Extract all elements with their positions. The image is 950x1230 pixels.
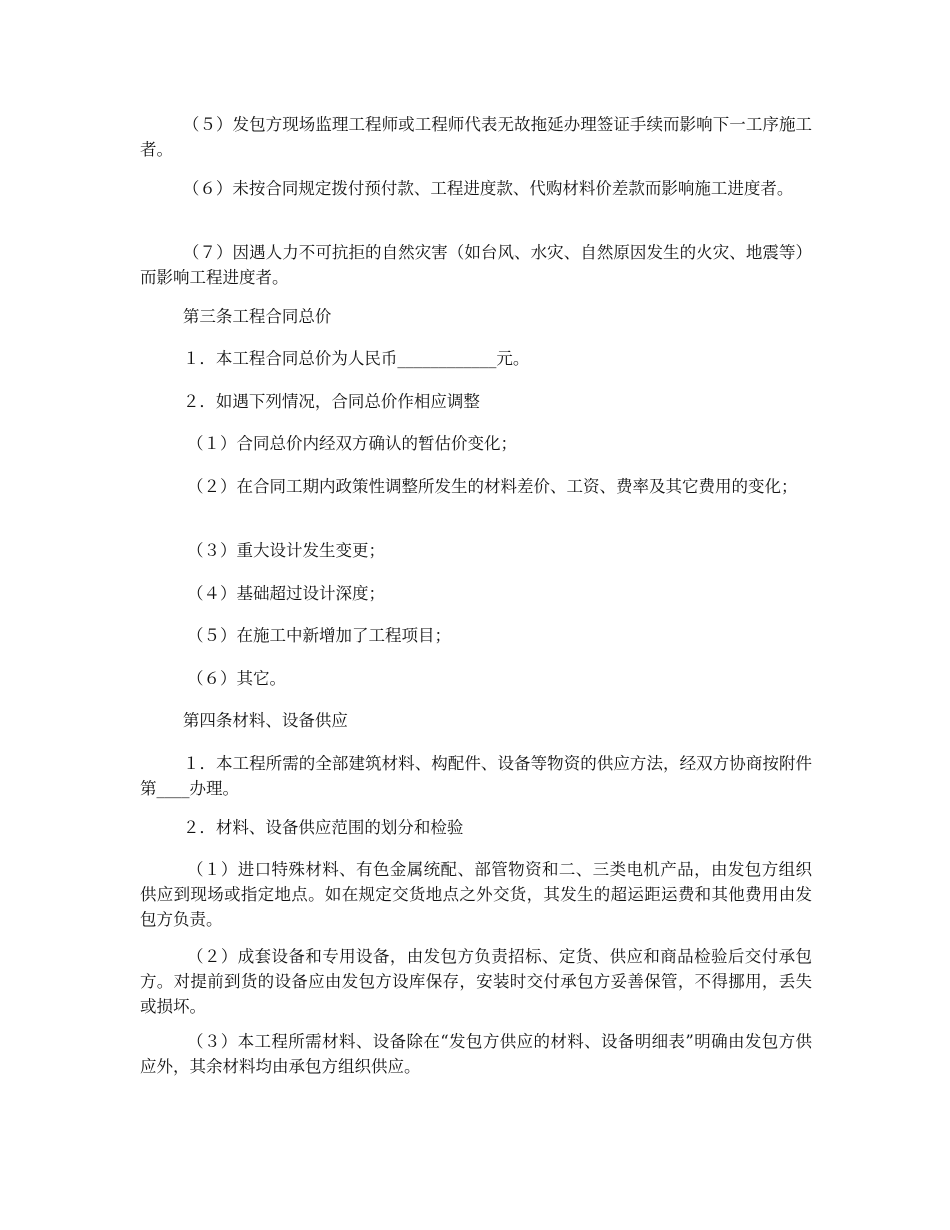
paragraph-progress-delay-6: （６）未按合同规定拨付预付款、工程进度款、代购材料价差款而影响施工进度者。 bbox=[182, 179, 794, 198]
paragraph-supply-scope-3: （３）本工程所需材料、设备除在“发包方供应的材料、设备明细表”明确由发包方供应外，其余材料均由承包方组织供应。 bbox=[140, 1032, 812, 1076]
paragraph-supply-scope-2: （２）成套设备和专用设备，由发包方负责招标、定货、供应和商品检验后交付承包方。对提前到货的设备应由发包方设库保存，安装时交付承包方妥善保管，不得挪用，丢失或损坏。 bbox=[140, 947, 812, 1016]
paragraph-supply-scope-1: （１）进口特殊材料、有色金属统配、部管物资和二、三类电机产品，由发包方组织供应到现场或指定地点。如在规定交货地点之外交货，其发生的超运距运费和其他费用由发包方负责。 bbox=[140, 860, 812, 929]
paragraph-adjust-6: （６）其它。 bbox=[187, 669, 287, 688]
paragraph-progress-delay-7: （７）因遇人力不可抗拒的自然灾害（如台风、水灾、自然原因发生的火灾、地震等）而影响工程进度者。 bbox=[140, 243, 812, 287]
paragraph-total-price-1: １．本工程合同总价为人民币____________元。 bbox=[182, 349, 530, 368]
paragraph-total-price-2: ２．如遇下列情况，合同总价作相应调整 bbox=[182, 392, 480, 411]
heading-article-3: 第三条工程合同总价 bbox=[182, 307, 332, 326]
heading-article-4: 第四条材料、设备供应 bbox=[182, 711, 348, 730]
paragraph-adjust-1: （１）合同总价内经双方确认的暂估价变化； bbox=[187, 434, 518, 453]
paragraph-supply-2: ２．材料、设备供应范围的划分和检验 bbox=[182, 818, 464, 837]
paragraph-adjust-5: （５）在施工中新增加了工程项目； bbox=[187, 626, 452, 645]
paragraph-supply-1: １．本工程所需的全部建筑材料、构配件、设备等物资的供应方法，经双方协商按附件第____办理。 bbox=[140, 754, 812, 798]
paragraph-adjust-3: （３）重大设计发生变更； bbox=[187, 541, 386, 560]
paragraph-adjust-2: （２）在合同工期内政策性调整所发生的材料差价、工资、费率及其它费用的变化； bbox=[187, 477, 798, 496]
paragraph-adjust-4: （４）基础超过设计深度； bbox=[187, 584, 386, 603]
paragraph-progress-delay-5: （５）发包方现场监理工程师或工程师代表无故拖延办理签证手续而影响下一工序施工者。 bbox=[140, 115, 812, 159]
